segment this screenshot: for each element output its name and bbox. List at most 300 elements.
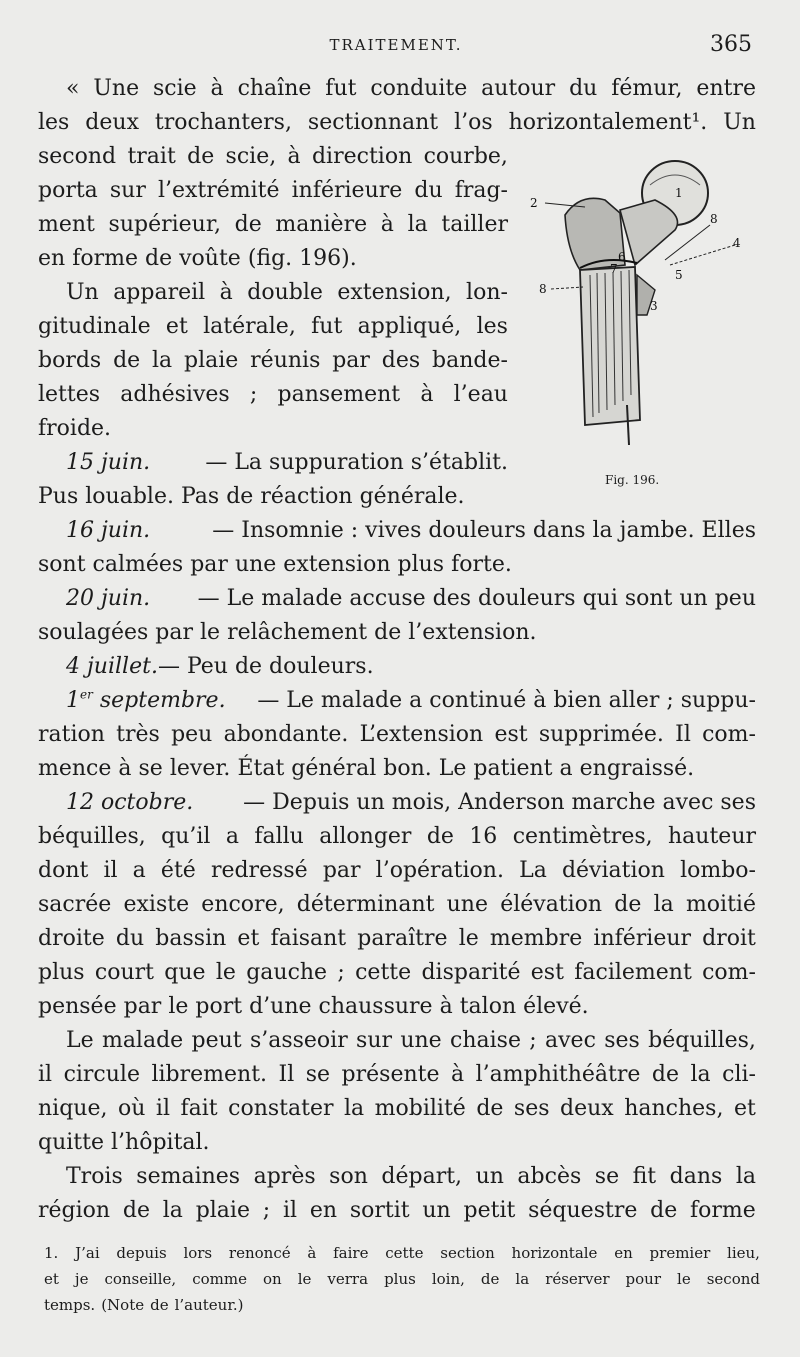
word: il xyxy=(38,1062,53,1087)
word: élevé. xyxy=(523,994,589,1019)
word: a xyxy=(559,756,573,781)
figure-label: 8 xyxy=(710,212,718,226)
word: entre xyxy=(696,76,756,101)
word: froide. xyxy=(38,416,112,441)
word: de xyxy=(426,824,454,849)
word: ; xyxy=(337,960,345,985)
word: supérieur, xyxy=(108,212,221,237)
word: mobilité xyxy=(374,1096,466,1121)
word: com- xyxy=(702,722,756,747)
word: chaussure xyxy=(318,994,433,1019)
word: à xyxy=(118,756,132,781)
entry-date: 4 juillet. xyxy=(66,654,158,679)
word: le xyxy=(677,1270,691,1288)
word: lombo- xyxy=(680,858,756,883)
word: fait xyxy=(180,1096,218,1121)
word: paraître xyxy=(357,926,448,951)
word: hauteur xyxy=(668,824,756,849)
word: l’extrémité xyxy=(157,178,280,203)
figure-caption: Fig. 196. xyxy=(605,473,660,487)
text-line xyxy=(38,922,756,956)
word: frag- xyxy=(454,178,508,203)
dated-entry-line xyxy=(38,786,756,820)
word: où xyxy=(117,1096,146,1121)
word: le xyxy=(297,1270,312,1288)
word: bande- xyxy=(432,348,508,373)
word: plus xyxy=(397,552,445,577)
word: temps. xyxy=(44,1296,96,1314)
word: (fig. xyxy=(247,246,293,271)
word: de xyxy=(374,620,402,645)
word: la xyxy=(152,348,173,373)
word: supprimée. xyxy=(538,722,664,747)
text-line xyxy=(38,1092,756,1126)
word: des xyxy=(381,348,421,373)
word: la xyxy=(343,1096,365,1121)
word: le xyxy=(215,960,236,985)
entry-date: 15 juin. xyxy=(66,450,151,475)
footnote-line xyxy=(44,1240,760,1266)
text-line xyxy=(38,242,508,276)
dated-entry-line xyxy=(38,582,756,616)
figure-196 xyxy=(525,155,755,495)
word: plaie xyxy=(195,1198,250,1223)
word: forme xyxy=(72,246,138,271)
word: par xyxy=(155,620,193,645)
text-line xyxy=(38,956,756,990)
word: Il xyxy=(675,722,691,747)
word: après xyxy=(253,1164,316,1189)
word: lettes xyxy=(38,382,101,407)
word: ; xyxy=(262,1198,271,1223)
word: présente xyxy=(341,1062,440,1087)
text-line xyxy=(38,1024,756,1058)
word: l’os xyxy=(454,110,493,135)
word: sectionnant xyxy=(307,110,439,135)
word: section xyxy=(440,1244,495,1262)
word: ment xyxy=(38,212,95,237)
word: une xyxy=(446,892,488,917)
entry-text: — La suppuration s’établit. xyxy=(205,450,508,475)
word: plus xyxy=(384,1270,416,1288)
word: la xyxy=(653,892,674,917)
word: malade xyxy=(101,1028,184,1053)
text-line xyxy=(38,344,508,378)
word: de xyxy=(226,484,254,509)
word: se xyxy=(305,1062,331,1087)
dated-entry-line xyxy=(38,650,756,684)
word: forme xyxy=(690,1198,756,1223)
word: le xyxy=(458,926,479,951)
word: est xyxy=(494,722,528,747)
word: sont xyxy=(38,552,86,577)
word: la xyxy=(162,1198,183,1223)
word: droit xyxy=(702,926,756,951)
word: on xyxy=(262,1270,282,1288)
word: lieu, xyxy=(727,1244,760,1262)
word: forte. xyxy=(451,552,512,577)
footnotes xyxy=(44,1240,760,1318)
word: l’eau xyxy=(453,382,508,407)
word: faire xyxy=(333,1244,369,1262)
word: à xyxy=(451,1062,465,1087)
word: gitudinale xyxy=(38,314,151,339)
word: sur xyxy=(356,1028,393,1053)
word: pansement xyxy=(277,382,401,407)
word: Le xyxy=(66,1028,94,1053)
text-line xyxy=(38,208,508,242)
word: redressé xyxy=(210,858,308,883)
word: Pus xyxy=(38,484,79,509)
word: L’extension xyxy=(359,722,484,747)
word: de xyxy=(480,1270,500,1288)
word: les xyxy=(38,110,70,135)
text-line xyxy=(38,616,756,650)
footnote-line xyxy=(44,1292,760,1318)
entry-date: 20 juin. xyxy=(66,586,151,611)
word: en xyxy=(614,1244,633,1262)
entry-text: — Le malade a continué à bien aller ; suppu- xyxy=(257,688,756,713)
word: de xyxy=(614,892,642,917)
word: louable. xyxy=(85,484,174,509)
word: second xyxy=(38,144,117,169)
text-line xyxy=(38,378,508,412)
word: 1. xyxy=(44,1244,59,1262)
word: port xyxy=(195,994,243,1019)
word: lors xyxy=(183,1244,213,1262)
dated-entry-line xyxy=(38,684,756,718)
word: les xyxy=(476,314,508,339)
word: réserver xyxy=(545,1270,610,1288)
word: droite xyxy=(38,926,105,951)
word: trochanters, xyxy=(154,110,292,135)
word: encore, xyxy=(201,892,285,917)
word: séquestre xyxy=(528,1198,638,1223)
word: ses xyxy=(604,1028,640,1053)
word: semaines xyxy=(136,1164,241,1189)
word: extension xyxy=(283,552,391,577)
text-line xyxy=(38,276,508,310)
word: de xyxy=(122,1198,150,1223)
word: fallu xyxy=(254,824,304,849)
word: je xyxy=(74,1270,89,1288)
word: inférieur xyxy=(593,926,692,951)
word: sur xyxy=(109,178,146,203)
word: très xyxy=(116,722,160,747)
word: autour xyxy=(481,76,556,101)
word: voûte xyxy=(179,246,241,271)
figure-label: 2 xyxy=(530,196,538,210)
word: dans xyxy=(669,1164,723,1189)
word: un xyxy=(422,1198,451,1223)
text-line xyxy=(38,990,756,1024)
word: de xyxy=(476,1096,504,1121)
word: à xyxy=(210,76,224,101)
word: verra xyxy=(327,1270,369,1288)
word: sacrée xyxy=(38,892,112,917)
word: déterminant xyxy=(296,892,435,917)
word: en xyxy=(309,1198,338,1223)
text-line xyxy=(38,72,756,106)
text-line xyxy=(38,888,756,922)
word: gauche xyxy=(246,960,328,985)
text-line xyxy=(38,820,756,854)
word: Pas xyxy=(180,484,220,509)
text-line xyxy=(38,174,508,208)
word: depuis xyxy=(116,1244,167,1262)
word: peut xyxy=(191,1028,242,1053)
word: à xyxy=(219,280,233,305)
word: deux xyxy=(85,110,139,135)
word: scie xyxy=(152,76,197,101)
word: se xyxy=(594,1164,620,1189)
word: par xyxy=(332,348,370,373)
text-line xyxy=(38,854,756,888)
word: second xyxy=(706,1270,760,1288)
word: renoncé xyxy=(228,1244,291,1262)
word: béquilles, xyxy=(648,1028,756,1053)
word: à xyxy=(287,144,301,169)
word: la xyxy=(407,212,428,237)
word: à xyxy=(307,1244,317,1262)
word: appliqué, xyxy=(357,314,462,339)
word: disparité xyxy=(421,960,521,985)
word: l’opération. xyxy=(375,858,504,883)
word: adhésives xyxy=(120,382,230,407)
entry-text: — Le malade accuse des douleurs qui sont un peu xyxy=(197,586,756,611)
word: Il xyxy=(278,1062,295,1087)
word: de xyxy=(187,144,215,169)
word: centimètres, xyxy=(512,824,653,849)
word: chaîne xyxy=(237,76,312,101)
word: la xyxy=(690,1062,711,1087)
text-line xyxy=(38,1058,756,1092)
word: fut xyxy=(325,76,357,101)
text-line xyxy=(38,548,756,582)
entry-text: — Insomnie : vives douleurs dans la jambe. Elles xyxy=(212,518,756,543)
text-line xyxy=(38,106,756,140)
word: moitié xyxy=(685,892,756,917)
word: lon- xyxy=(466,280,508,305)
word: abondante. xyxy=(223,722,349,747)
word: hanches, xyxy=(624,1096,724,1121)
word: bords xyxy=(38,348,102,373)
word: déviation xyxy=(561,858,665,883)
word: talon xyxy=(459,994,517,1019)
word: relâchement xyxy=(227,620,368,645)
femur-illustration xyxy=(525,155,755,465)
word: est xyxy=(530,960,564,985)
entry-date: 16 juin. xyxy=(66,518,151,543)
text-line xyxy=(38,1126,756,1160)
word: s’asseoir xyxy=(249,1028,348,1053)
entry-date-number: 1 xyxy=(66,688,80,713)
text-line xyxy=(38,718,756,752)
text-line xyxy=(38,752,756,786)
word: du xyxy=(414,178,443,203)
word: général xyxy=(291,756,377,781)
entry-date-superscript: er xyxy=(80,687,93,702)
word: faisant xyxy=(270,926,347,951)
figure-label: 5 xyxy=(675,268,683,282)
page-header xyxy=(40,32,752,62)
word: et xyxy=(165,314,188,339)
word: État xyxy=(237,756,285,781)
word: soulagées xyxy=(38,620,149,645)
word: de xyxy=(145,246,173,271)
word: existe xyxy=(123,892,190,917)
word: horizontalement¹. xyxy=(508,110,708,135)
word: une xyxy=(400,1028,442,1053)
word: par xyxy=(322,858,361,883)
word: La xyxy=(519,858,547,883)
word: conseille, xyxy=(104,1270,177,1288)
word: et xyxy=(237,926,260,951)
word: de xyxy=(650,1198,678,1223)
figure-label: 3 xyxy=(650,299,658,313)
text-line xyxy=(38,480,508,514)
word: nique, xyxy=(38,1096,108,1121)
text-line xyxy=(38,310,508,344)
word: Un xyxy=(723,110,756,135)
word: constater xyxy=(228,1096,334,1121)
word: l’hôpital. xyxy=(111,1130,210,1155)
word: départ, xyxy=(381,1164,463,1189)
word: (Note xyxy=(101,1296,145,1314)
word: abcès xyxy=(517,1164,582,1189)
word: fit xyxy=(632,1164,657,1189)
word: l’amphithéâtre xyxy=(475,1062,641,1087)
dated-entry-line xyxy=(38,446,508,480)
word: plus xyxy=(38,960,85,985)
word: la xyxy=(735,1164,756,1189)
word: Une xyxy=(93,76,140,101)
word: du xyxy=(115,926,145,951)
figure-label: 6 xyxy=(618,250,626,264)
text-line xyxy=(38,1160,756,1194)
word: plaie xyxy=(184,348,239,373)
word: l’auteur.) xyxy=(174,1296,244,1314)
word: à xyxy=(380,212,394,237)
word: a xyxy=(132,858,146,883)
word: de xyxy=(651,1062,680,1087)
word: par xyxy=(123,994,162,1019)
word: le xyxy=(168,994,189,1019)
word: bassin xyxy=(155,926,227,951)
word: conduite xyxy=(370,76,468,101)
word: patient xyxy=(473,756,553,781)
word: béquilles, xyxy=(38,824,146,849)
word: Un xyxy=(66,280,99,305)
word: ration xyxy=(38,722,105,747)
word: son xyxy=(329,1164,368,1189)
dated-entry-line xyxy=(38,514,756,548)
word: Le xyxy=(438,756,467,781)
word: courbe, xyxy=(423,144,508,169)
word: deux xyxy=(560,1096,614,1121)
entry-date: 12 octobre. xyxy=(66,790,194,815)
word: en xyxy=(38,246,66,271)
word: cette xyxy=(385,1244,424,1262)
word: réaction xyxy=(260,484,353,509)
word: mence xyxy=(38,756,112,781)
word: double xyxy=(247,280,323,305)
word: sortit xyxy=(349,1198,410,1223)
figure-label: 1 xyxy=(675,186,683,200)
word: une xyxy=(234,552,277,577)
word: porta xyxy=(38,178,98,203)
entry-text: — Peu de douleurs. xyxy=(157,654,374,679)
word: tailler xyxy=(441,212,508,237)
word: par xyxy=(190,552,228,577)
text-line xyxy=(38,412,508,446)
word: membre xyxy=(489,926,583,951)
word: été xyxy=(160,858,196,883)
word: direction xyxy=(311,144,413,169)
entry-date xyxy=(66,684,226,718)
entry-date-month: septembre. xyxy=(92,688,226,713)
word: petit xyxy=(463,1198,516,1223)
word: premier xyxy=(649,1244,711,1262)
word: qu’il xyxy=(161,824,211,849)
word: que xyxy=(164,960,206,985)
word: librement. xyxy=(151,1062,268,1087)
running-head: TRAITEMENT. xyxy=(329,36,463,54)
word: allonger xyxy=(319,824,412,849)
word: a xyxy=(225,824,239,849)
word: latérale, xyxy=(203,314,296,339)
word: à xyxy=(439,994,453,1019)
word: fut xyxy=(311,314,343,339)
word: un xyxy=(475,1164,504,1189)
word: com- xyxy=(702,960,756,985)
word: ses xyxy=(513,1096,550,1121)
word: comme xyxy=(192,1270,247,1288)
word: élévation xyxy=(500,892,603,917)
word: il xyxy=(103,858,118,883)
word: facilement xyxy=(574,960,692,985)
entry-text: — Depuis un mois, Anderson marche avec ses xyxy=(243,790,756,815)
word: loin, xyxy=(431,1270,465,1288)
word: 16 xyxy=(469,824,498,849)
word: appareil xyxy=(113,280,206,305)
word: du xyxy=(569,76,598,101)
word: se xyxy=(138,756,163,781)
word: il xyxy=(282,1198,298,1223)
word: fémur, xyxy=(611,76,683,101)
word: horizontale xyxy=(511,1244,598,1262)
word: et xyxy=(733,1096,756,1121)
word: la xyxy=(515,1270,530,1288)
figure-label: 4 xyxy=(733,236,741,250)
word: de xyxy=(113,348,141,373)
word: 196). xyxy=(299,246,357,271)
word: de xyxy=(234,212,262,237)
word: générale. xyxy=(359,484,465,509)
word: ; xyxy=(529,1028,537,1053)
word: manière xyxy=(275,212,368,237)
word: le xyxy=(200,620,221,645)
word: trait xyxy=(127,144,176,169)
word: réunis xyxy=(250,348,321,373)
word: quitte xyxy=(38,1130,104,1155)
text-line xyxy=(38,1194,756,1228)
word: et xyxy=(44,1270,59,1288)
figure-label: 8 xyxy=(539,282,547,296)
word: peu xyxy=(171,722,213,747)
footnote-line xyxy=(44,1266,760,1292)
word: région xyxy=(38,1198,111,1223)
